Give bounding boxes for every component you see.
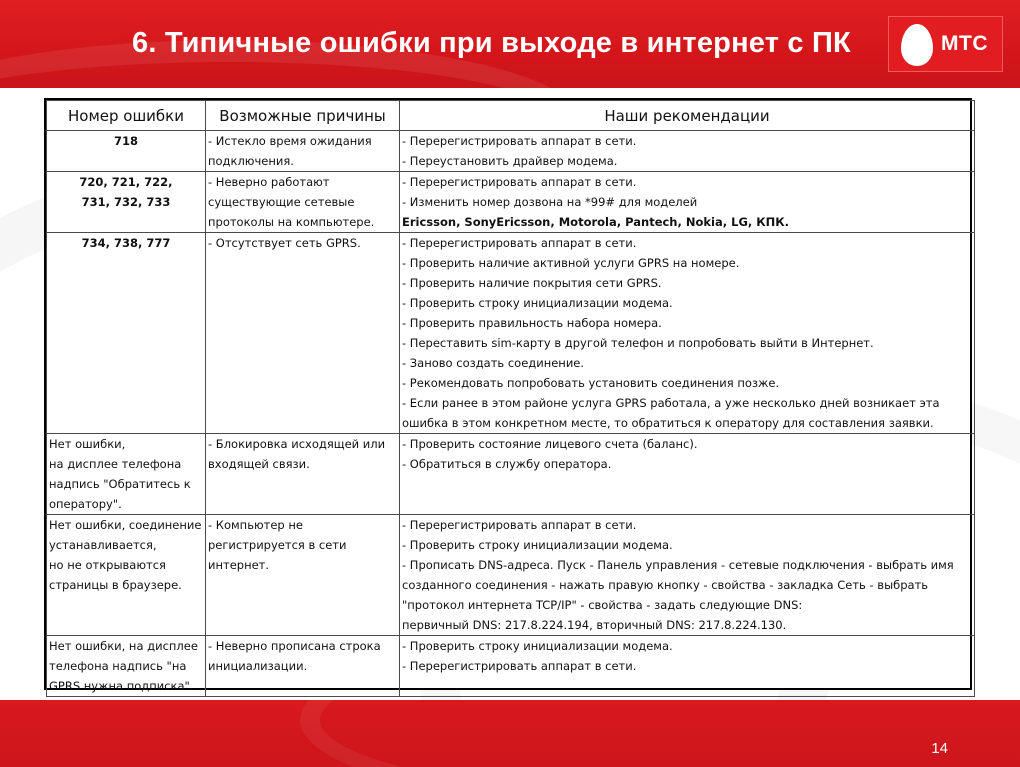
error-code-cell-line: на дисплее телефона bbox=[49, 457, 182, 471]
error-code-cell-line: Нет ошибки, соединение bbox=[49, 518, 202, 532]
error-code-cell-line: 718 bbox=[113, 134, 138, 148]
error-code-cell-line: Нет ошибки, bbox=[49, 437, 126, 451]
causes-cell-line: подключения. bbox=[208, 154, 294, 168]
errors-table-container bbox=[44, 98, 972, 693]
error-code-cell bbox=[47, 233, 206, 434]
recommendations-cell-line: - Если ранее в этом районе услуга GPRS работала, а уже несколько дней возникает эта bbox=[402, 396, 940, 410]
causes-cell bbox=[206, 434, 400, 515]
logo-text: МТС bbox=[941, 32, 988, 55]
recommendations-cell-line: - Перерегистрировать аппарат в сети. bbox=[402, 659, 637, 673]
recommendations-cell-line: ошибка в этом конкретном месте, то обратиться к оператору для составления заявки. bbox=[402, 416, 934, 430]
recommendations-cell-line: - Переставить sim-карту в другой телефон и попробовать выйти в Интернет. bbox=[402, 336, 874, 350]
recommendations-cell-line: - Проверить строку инициализации модема. bbox=[402, 639, 673, 653]
recommendations-cell bbox=[400, 515, 975, 636]
footer-decoration bbox=[300, 700, 1020, 767]
causes-cell-line: - Компьютер не bbox=[208, 518, 303, 532]
recommendations-cell-line: - Переустановить драйвер модема. bbox=[402, 154, 618, 168]
error-code-cell-line: 731, 732, 733 bbox=[81, 195, 171, 209]
egg-icon bbox=[901, 24, 933, 66]
error-code-cell-line: телефона надпись "на bbox=[49, 659, 187, 673]
page-number: 14 bbox=[931, 740, 948, 757]
slide-footer bbox=[0, 700, 1020, 767]
table-row bbox=[47, 636, 975, 697]
recommendations-cell-line: - Проверить наличие активной услуги GPRS на номере. bbox=[402, 256, 740, 270]
causes-cell-line: протоколы на компьютере. bbox=[208, 215, 375, 229]
recommendations-cell-line: - Проверить правильность набора номера. bbox=[402, 316, 662, 330]
error-code-cell-line: устанавливается, bbox=[49, 538, 157, 552]
mts-logo bbox=[888, 16, 1003, 72]
recommendations-cell-line: - Проверить состояние лицевого счета (баланс). bbox=[402, 437, 698, 451]
error-code-cell bbox=[47, 636, 206, 697]
causes-cell-line: - Неверно прописана строка bbox=[208, 639, 381, 653]
recommendations-cell-line: - Перерегистрировать аппарат в сети. bbox=[402, 518, 637, 532]
slide-title: 6. Типичные ошибки при выходе в интернет с ПК bbox=[132, 27, 851, 59]
recommendations-cell-line: - Изменить номер дозвона на *99# для моделей bbox=[402, 195, 698, 209]
error-code-cell-line: оператору". bbox=[49, 497, 122, 511]
error-code-cell bbox=[47, 131, 206, 172]
causes-cell-line: инициализации. bbox=[208, 659, 308, 673]
causes-cell bbox=[206, 172, 400, 233]
error-code-cell bbox=[47, 434, 206, 515]
recommendations-cell-line: - Перерегистрировать аппарат в сети. bbox=[402, 236, 637, 250]
recommendations-cell bbox=[400, 172, 975, 233]
recommendations-cell bbox=[400, 636, 975, 697]
causes-cell-line: - Неверно работают bbox=[208, 175, 330, 189]
header-error-code: Номер ошибки bbox=[47, 101, 206, 131]
causes-cell-line: регистрируется в сети bbox=[208, 538, 347, 552]
error-code-cell-line: 734, 738, 777 bbox=[81, 236, 171, 250]
causes-cell-line: входящей связи. bbox=[208, 457, 310, 471]
recommendations-cell-line: - Перерегистрировать аппарат в сети. bbox=[402, 134, 637, 148]
causes-cell-line: - Блокировка исходящей или bbox=[208, 437, 386, 451]
recommendations-cell bbox=[400, 434, 975, 515]
causes-cell-line: - Истекло время ожидания bbox=[208, 134, 372, 148]
causes-cell-line: существующие сетевые bbox=[208, 195, 355, 209]
error-code-cell-line: 720, 721, 722, bbox=[79, 175, 173, 189]
table-row bbox=[47, 172, 975, 233]
error-code-cell bbox=[47, 172, 206, 233]
recommendations-cell-line: - Проверить наличие покрытия сети GPRS. bbox=[402, 276, 662, 290]
recommendations-cell-line: - Проверить строку инициализации модема. bbox=[402, 538, 673, 552]
phone-models-line: Ericsson, SonyEricsson, Motorola, Pantech, Nokia, LG, КПК. bbox=[402, 215, 790, 229]
error-code-cell-line: Нет ошибки, на дисплее bbox=[49, 639, 198, 653]
error-code-cell bbox=[47, 515, 206, 636]
error-code-cell-line: страницы в браузере. bbox=[49, 578, 182, 592]
table-row bbox=[47, 233, 975, 434]
table-header-row bbox=[47, 101, 975, 131]
recommendations-cell-line: созданного соединения - нажать правую кнопку - свойства - закладка Сеть - выбрать bbox=[402, 578, 929, 592]
table-row bbox=[47, 434, 975, 515]
recommendations-cell-line: - Прописать DNS-адреса. Пуск - Панель управления - сетевые подключения - выбрать имя bbox=[402, 558, 954, 572]
recommendations-cell-line: "протокол интернета TCP/IP" - свойства - задать следующие DNS: bbox=[402, 598, 803, 612]
causes-cell bbox=[206, 515, 400, 636]
error-code-cell-line: GPRS нужна подписка". bbox=[49, 679, 194, 693]
error-code-cell-line: надпись "Обратитесь к bbox=[49, 477, 191, 491]
recommendations-cell bbox=[400, 233, 975, 434]
table-row bbox=[47, 515, 975, 636]
causes-cell bbox=[206, 131, 400, 172]
slide-header bbox=[0, 0, 1020, 88]
recommendations-cell bbox=[400, 131, 975, 172]
errors-table bbox=[46, 100, 975, 697]
header-causes: Возможные причины bbox=[206, 101, 400, 131]
recommendations-cell-line: первичный DNS: 217.8.224.194, вторичный DNS: 217.8.224.130. bbox=[402, 618, 787, 632]
recommendations-cell-line: - Заново создать соединение. bbox=[402, 356, 585, 370]
recommendations-cell-line: - Проверить строку инициализации модема. bbox=[402, 296, 673, 310]
causes-cell-line: - Отсутствует сеть GPRS. bbox=[208, 236, 361, 250]
recommendations-cell-line: - Обратиться в службу оператора. bbox=[402, 457, 612, 471]
header-recommendations: Наши рекомендации bbox=[400, 101, 975, 131]
causes-cell bbox=[206, 233, 400, 434]
recommendations-cell-line: - Перерегистрировать аппарат в сети. bbox=[402, 175, 637, 189]
causes-cell-line: интернет. bbox=[208, 558, 270, 572]
causes-cell bbox=[206, 636, 400, 697]
error-code-cell-line: но не открываются bbox=[49, 558, 166, 572]
table-row bbox=[47, 131, 975, 172]
recommendations-cell-line: - Рекомендовать попробовать установить соединения позже. bbox=[402, 376, 780, 390]
